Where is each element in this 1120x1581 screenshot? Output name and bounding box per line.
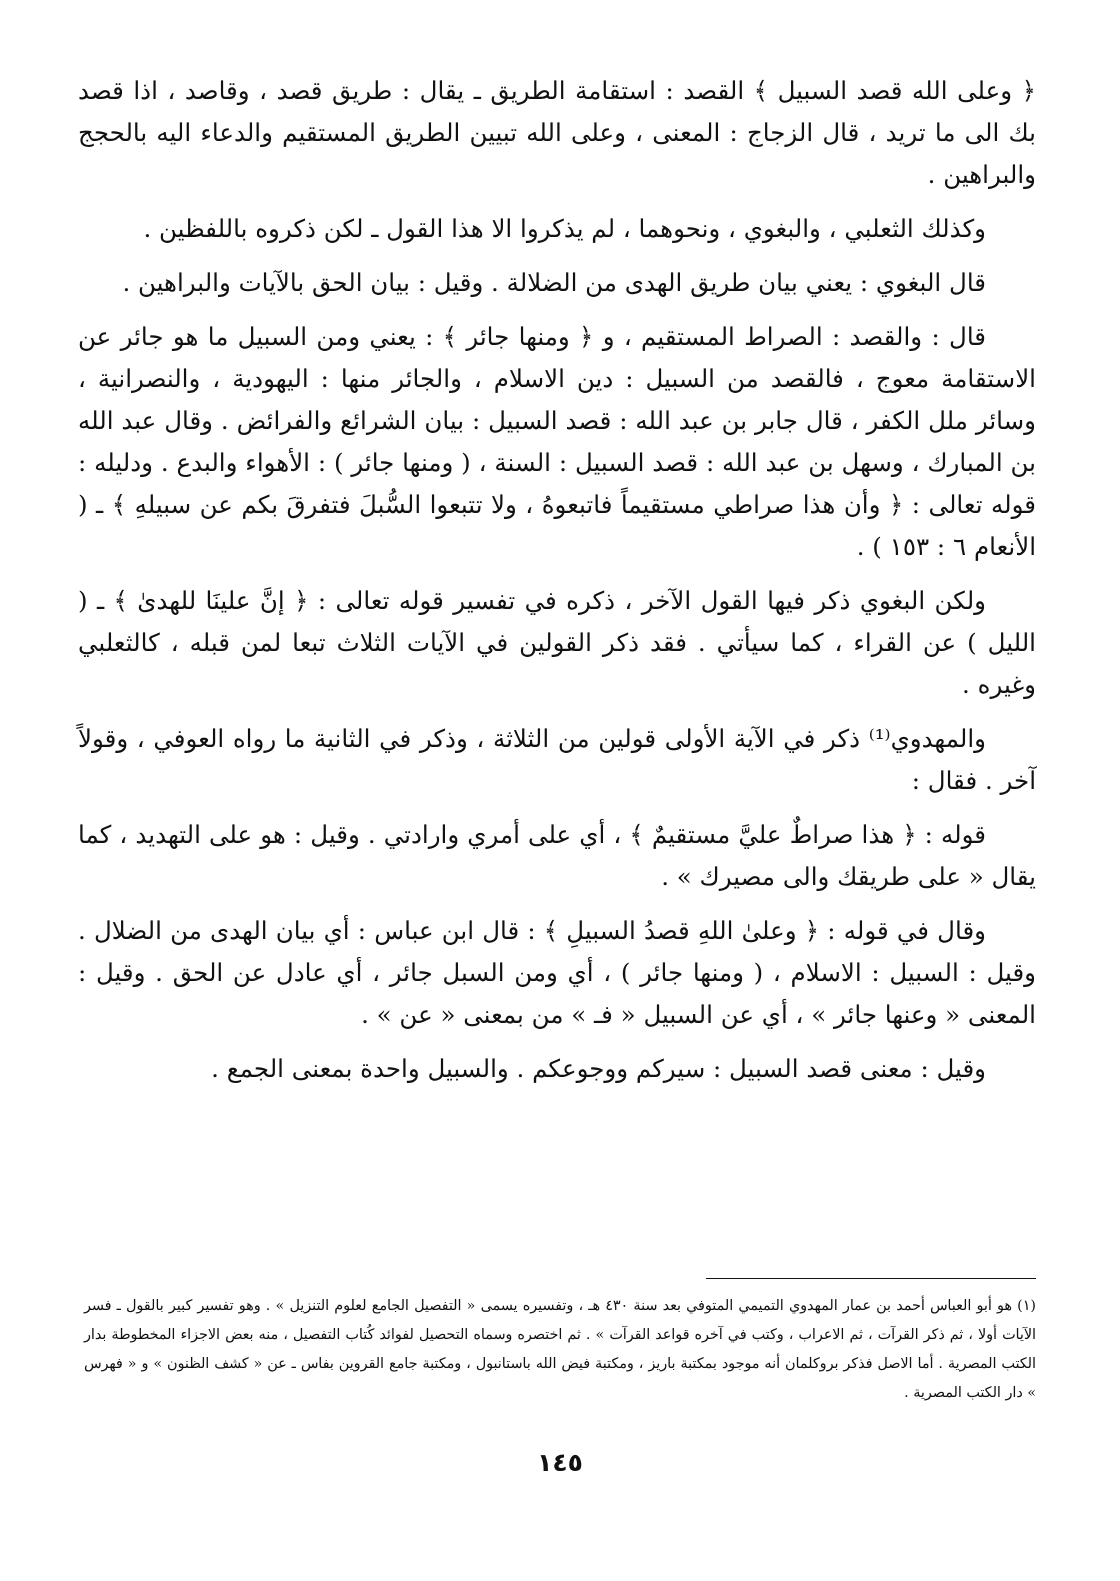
paragraph: قال البغوي : يعني بيان طريق الهدى من الضلالة . وقيل : بيان الحق بالآيات والبراهين .	[122, 268, 986, 297]
paragraph: وقال في قوله : ﴿ وعلىٰ اللهِ قصدُ السبيلِ ﴾ : قال ابن عباس : أي بيان الهدى من الضلال . وقيل : السبيل : الاسلام ، ( ومنها جائر ) ، أي ومن السبل جائر ، أي عادل عن الحق . وقيل : المعنى « وعنها جائر » ، أي عن السبيل « فـ » من بمعنى « عن » .	[78, 916, 1036, 1029]
footnotes	[84, 1292, 1036, 1408]
paragraph: ولكن البغوي ذكر فيها القول الآخر ، ذكره في تفسير قوله تعالى : ﴿ إنَّ علينَا للهدىٰ ﴾ ـ ( الليل ) عن القراء ، كما سيأتي . فقد ذكر القولين في الآيات الثلاث تبعا لمن قبله ، كالثعلبي وغيره .	[78, 586, 1036, 699]
footnote	[84, 1292, 1036, 1408]
paragraph: قال : والقصد : الصراط المستقيم ، و ﴿ ومنها جائر ﴾ : يعني ومن السبيل ما هو جائر عن الاستقامة معوج ، فالقصد من السبيل : دين الاسلام ، والجائر منها : اليهودية ، والنصرانية ، وسائر ملل الكفر ، قال جابر بن عبد الله : قصد السبيل : بيان الشرائع والفرائض . وقال عبد الله بن المبارك ، وسهل بن عبد الله : قصد السبيل : السنة ، ( ومنها جائر ) : الأهواء والبدع . ودليله : قوله تعالى : ﴿ وأن هذا صراطي مستقيماً فاتبعوهُ ، ولا تتبعوا السُّبلَ فتفرقَ بكم عن سبيلهِ ﴾ ـ ( الأنعام ٦ : ١٥٣ ) .	[78, 322, 1036, 561]
paragraph: وكذلك الثعلبي ، والبغوي ، ونحوهما ، لم يذكروا الا هذا القول ـ لكن ذكروه باللفظين .	[143, 214, 986, 243]
page-number: ١٤٥	[537, 1448, 583, 1477]
paragraph: ﴿ وعلى الله قصد السبيل ﴾ القصد : استقامة الطريق ـ يقال : طريق قصد ، وقاصد ، اذا قصد بك الى ما تريد ، قال الزجاج : المعنى ، وعلى الله تبيين الطريق المستقيم والدعاء اليه بالحجج والبراهين .	[78, 76, 1036, 189]
footnote-separator	[706, 1278, 1036, 1279]
paragraph: والمهدوي⁽¹⁾ ذكر في الآية الأولى قولين من الثلاثة ، وذكر في الثانية ما رواه العوفي ، وقولاً آخر . فقال :	[78, 724, 1036, 795]
footnote-marker: (١)	[1017, 1298, 1036, 1314]
paragraph: وقيل : معنى قصد السبيل : سيركم ووجوعكم . والسبيل واحدة بمعنى الجمع .	[211, 1054, 986, 1083]
paragraph: قوله : ﴿ هذا صراطٌ عليَّ مستقيمٌ ﴾ ، أي على أمري وارادتي . وقيل : هو على التهديد ، كما يقال « على طريقك والى مصيرك » .	[78, 820, 1036, 891]
footnote-text: هو أبو العباس أحمد بن عمار المهدوي التميمي المتوفي بعد سنة ٤٣٠ هـ ، وتفسيره يسمى « التفصيل الجامع لعلوم التنزيل » . وهو تفسير كبير بالقول ـ فسر الآيات أولا ، ثم ذكر القرآت ، ثم الاعراب ، وكتب في آخره قواعد القرآت » . ثم اختصره وسماه التحصيل لفوائد كُتاب التفصيل ، منه بعض الاجزاء المخطوطة بدار الكتب المصرية . أما الاصل فذكر بروكلمان أنه موجود بمكتبة باريز ، ومكتبة فيض الله باستانبول ، ومكتبة جامع القروين بفاس ـ عن « كشف الظنون » و « فهرس » دار الكتب المصرية .	[84, 1298, 1036, 1401]
main-text	[78, 70, 1036, 1090]
